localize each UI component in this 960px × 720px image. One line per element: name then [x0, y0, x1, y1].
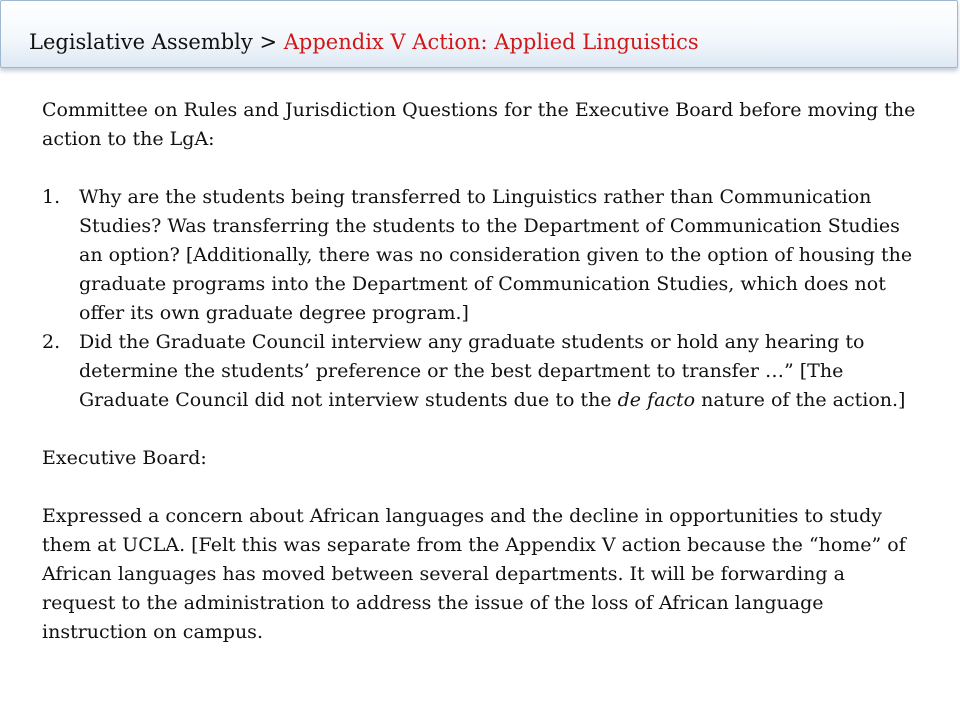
questions-list — [42, 183, 922, 415]
list-item — [42, 328, 922, 415]
list-item-text-part: nature of the action.] — [695, 389, 906, 411]
breadcrumb-separator: > — [259, 30, 278, 54]
list-item-text: Why are the students being transferred to Linguistics rather than Communication Studies? Was transferring the students to the Department of Communication Studies an option? [Additionally, there was no consideration given to the option of housing the graduate programs into the Department of Communication Studies, which does not offer its own graduate degree program.] — [79, 186, 913, 324]
list-item-number: 2. — [42, 331, 61, 353]
list-item — [42, 183, 922, 328]
spacer — [42, 415, 922, 444]
breadcrumb-current: Appendix V Action: Applied Linguistics — [283, 30, 699, 54]
breadcrumb — [29, 28, 699, 56]
executive-board-heading: Executive Board: — [42, 447, 207, 469]
executive-board-paragraph: Expressed a concern about African languages and the decline in opportunities to study them at UCLA. [Felt this was separate from the Appendix V action because the “home” of African languages has moved between several departments. It will be forwarding a request to the administration to address the issue of the loss of African language instruction on campus. — [42, 505, 906, 643]
spacer — [42, 473, 922, 502]
list-item-text-part: Did the Graduate Council interview any graduate students or hold any hearing to determine the students’ preference or the best department to transfer …” [The Graduate Council did not interview students due to the — [79, 331, 865, 411]
list-item-text — [79, 331, 905, 411]
list-item-number: 1. — [42, 186, 61, 208]
slide-title-bar — [0, 0, 958, 68]
slide-body — [42, 96, 922, 647]
spacer — [42, 154, 922, 183]
breadcrumb-root: Legislative Assembly — [29, 30, 253, 54]
intro-paragraph: Committee on Rules and Jurisdiction Questions for the Executive Board before moving the action to the LgA: — [42, 99, 916, 150]
list-item-italic-term: de facto — [617, 389, 696, 411]
